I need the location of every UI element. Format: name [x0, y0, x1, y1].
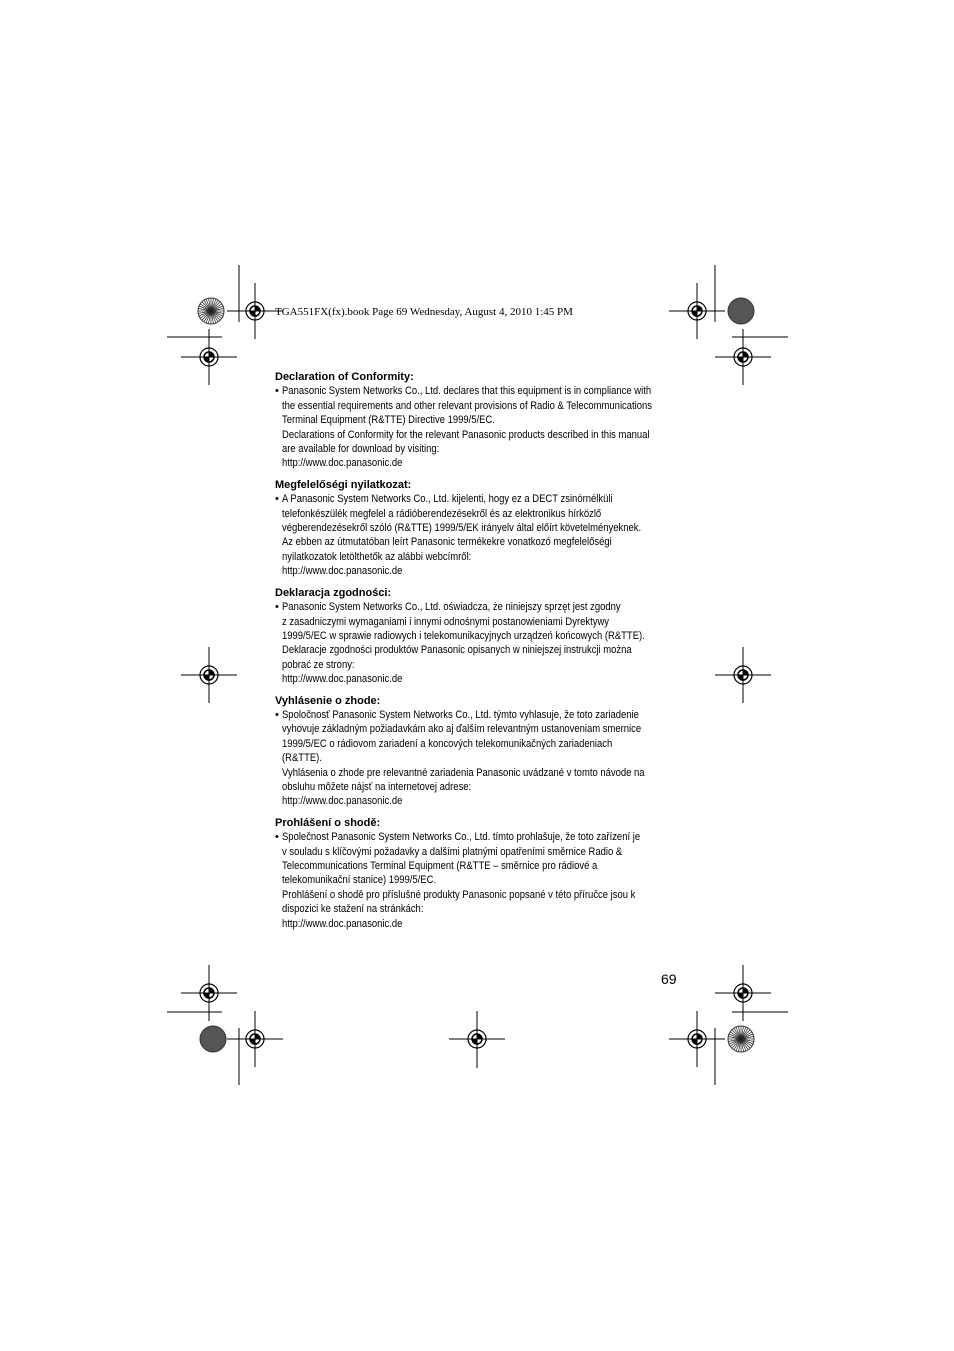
bullet-icon: •: [275, 831, 279, 844]
section-title: Vyhlásenie o zhode:: [275, 694, 381, 707]
section-declaration-of-conformity: [275, 370, 695, 471]
registration-crosshair-icon: [715, 965, 771, 1021]
registration-crosshair-icon: [715, 647, 771, 703]
text-line: Prohlášení o shodě pro příslušné produkty Panasonic popsané v této příručce jsou k: [282, 888, 636, 901]
section-title: Prohlášení o shodě:: [275, 816, 381, 829]
section-title: Declaration of Conformity:: [275, 371, 414, 383]
url-text: http://www.doc.panasonic.de: [282, 795, 403, 808]
bullet-icon: •: [275, 601, 279, 614]
url-text: http://www.doc.panasonic.de: [282, 673, 403, 686]
section-title: Deklaracja zgodności:: [275, 586, 392, 599]
url-text: http://www.doc.panasonic.de: [282, 565, 403, 578]
registration-crosshair-icon: [181, 965, 237, 1021]
text-line: vyhovuje základným požiadavkám ako aj ďalším relevantným ustanoveniam smernice: [282, 723, 642, 736]
bullet-icon: •: [275, 493, 279, 506]
text-line: 1999/5/EC o rádiovom zariadení a koncových telekomunikačných zariadeniach: [282, 737, 613, 750]
text-line: Az ebben az útmutatóban leírt Panasonic termékekre vonatkozó megfelelőségi: [282, 536, 612, 549]
url-text: http://www.doc.panasonic.de: [282, 917, 403, 930]
list-item: [275, 492, 695, 578]
registration-crosshair-icon: [181, 647, 237, 703]
text-line: the essential requirements and other relevant provisions of Radio & Telecommunications: [282, 399, 653, 412]
text-line: obsluhu môžete nájsť na internetovej adrese:: [282, 780, 472, 793]
section-megfelelosegi-nyilatkozat: [275, 478, 695, 579]
solid-target-icon: [728, 298, 754, 324]
text-line: (R&TTE).: [282, 752, 322, 765]
text-line: Společnost Panasonic System Networks Co., Ltd. tímto prohlašuje, že toto zařízení je: [282, 831, 641, 844]
text-line: 1999/5/EC w sprawie radiowych i telekomunikacyjnych urządzeń końcowych (R&TTE).: [282, 629, 645, 642]
section-vyhlasenie-o-zhode: [275, 694, 695, 809]
text-line: Panasonic System Networks Co., Ltd. declares that this equipment is in compliance with: [282, 385, 652, 398]
text-line: are available for download by visiting:: [282, 443, 440, 456]
section-prohlaseni-o-shode: [275, 816, 695, 931]
text-line: végberendezésekről szóló (R&TTE) 1999/5/EK irányelv által előírt követelményeknek.: [282, 522, 642, 535]
bullet-icon: •: [275, 385, 279, 398]
list-item: [275, 384, 695, 470]
text-line: Declarations of Conformity for the relevant Panasonic products described in this manual: [282, 428, 650, 441]
text-line: Spoločnosť Panasonic System Networks Co., Ltd. týmto vyhlasuje, že toto zariadenie: [282, 708, 639, 721]
text-line: v souladu s klíčovými požadavky a dalšími platnými opatřeními směrnice Radio &: [282, 845, 623, 858]
text-line: Terminal Equipment (R&TTE) Directive 1999/5/EC.: [282, 414, 495, 427]
registration-crosshair-icon: [669, 283, 725, 339]
section-deklaracja-zgodnosci: [275, 586, 695, 687]
declarations-content: [275, 370, 695, 931]
section-title: Megfelelőségi nyilatkozat:: [275, 478, 412, 491]
text-line: Vyhlásenia o zhode pre relevantné zariadenia Panasonic uvádzané v tomto návode na: [282, 766, 645, 779]
list-item: [275, 600, 695, 686]
list-item: [275, 830, 695, 931]
text-line: telefonkészülék megfelel a rádióberendezésekről és az elektronikus hírközlő: [282, 507, 602, 520]
text-line: z zasadniczymi wymaganiami i innymi odnośnymi postanowieniami Dyrektywy: [282, 615, 610, 628]
list-item: [275, 708, 695, 809]
registration-crosshair-icon: [449, 1011, 505, 1067]
text-line: Panasonic System Networks Co., Ltd. oświadcza, że niniejszy sprzęt jest zgodny: [282, 601, 621, 614]
text-line: Deklaracje zgodności produktów Panasonic opisanych w niniejszej instrukcji można: [282, 644, 632, 657]
registration-crosshair-icon: [669, 1011, 725, 1067]
starburst-target-icon: [198, 298, 224, 324]
text-line: pobrać ze strony:: [282, 658, 355, 671]
text-line: Telecommunications Terminal Equipment (R&TTE – směrnice pro rádiové a: [282, 860, 598, 872]
text-line: nyilatkozatok letölthetők az alábbi webcímről:: [282, 550, 472, 563]
solid-target-icon: [200, 1026, 226, 1052]
text-line: A Panasonic System Networks Co., Ltd. kijelenti, hogy ez a DECT zsinórnélküli: [282, 493, 613, 506]
file-info-header: TGA551FX(fx).book Page 69 Wednesday, August 4, 2010 1:45 PM: [275, 306, 573, 318]
starburst-target-icon: [728, 1026, 754, 1052]
page-number: 69: [661, 971, 677, 987]
text-line: telekomunikační stanice) 1999/5/EC.: [282, 874, 437, 887]
registration-crosshair-icon: [227, 1011, 283, 1067]
text-line: dispozici ke stažení na stránkách:: [282, 903, 424, 916]
url-text: http://www.doc.panasonic.de: [282, 457, 403, 470]
bullet-icon: •: [275, 708, 279, 721]
